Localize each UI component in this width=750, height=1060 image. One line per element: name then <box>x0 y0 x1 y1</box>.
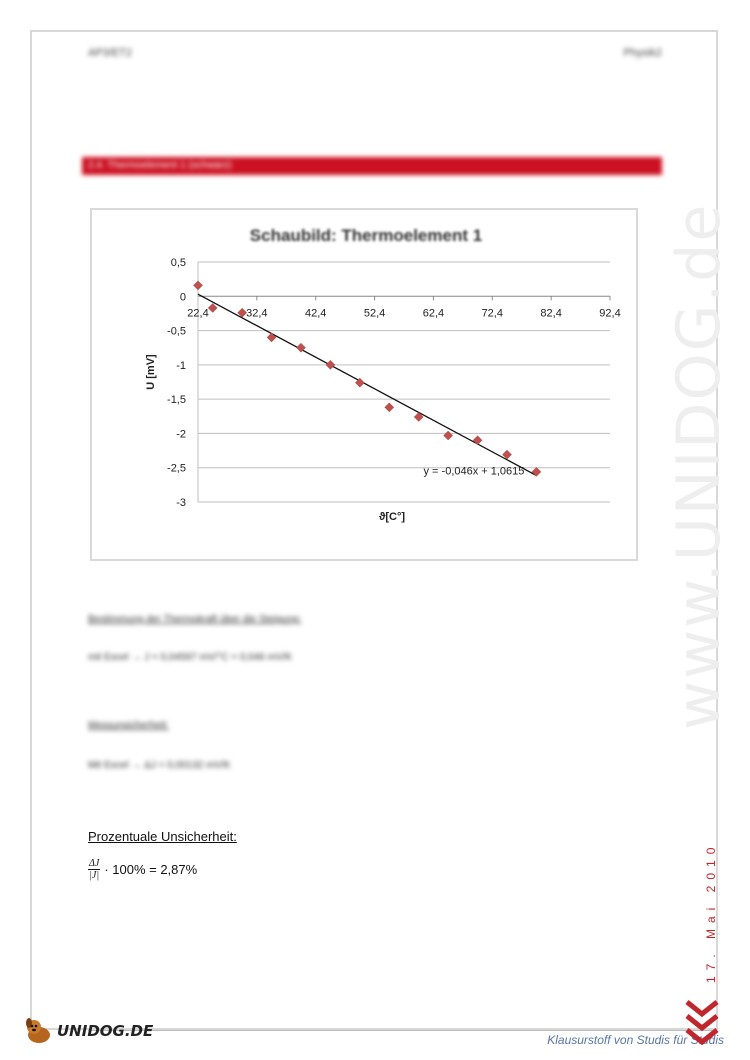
data-point <box>208 303 217 312</box>
footer-logo[interactable] <box>24 1017 153 1045</box>
x-tick-label: 72,4 <box>481 307 503 320</box>
y-tick-label: -2 <box>176 428 186 441</box>
messunsicherheit-heading: Messunsicherheit: <box>88 720 169 731</box>
y-tick-label: -1,5 <box>167 394 186 407</box>
formula-denominator: |J| <box>89 870 100 881</box>
y-tick-label: -3 <box>176 497 186 509</box>
data-point <box>532 467 541 476</box>
prozent-formula <box>88 858 197 881</box>
formula-result: · 100% = 2,87% <box>104 862 198 877</box>
header-course: AP3/ET2 <box>88 47 133 59</box>
footer-tagline: Klausurstoff von Studis für Studis <box>547 1033 724 1047</box>
data-point <box>444 431 453 440</box>
x-tick-label: 22,4 <box>187 307 209 320</box>
x-tick-label: 92,4 <box>599 307 621 320</box>
trendline <box>198 294 536 475</box>
chart-svg <box>92 210 640 563</box>
x-tick-label: 82,4 <box>540 307 562 320</box>
thermokraft-heading: Bestimmung der Thermokraft über die Steigung: <box>88 614 302 625</box>
x-axis-title: ϑ[C°] <box>378 511 406 523</box>
date-vertical: 17. Mai 2010 <box>704 841 718 983</box>
x-tick-label: 52,4 <box>363 307 386 320</box>
data-point <box>385 403 394 412</box>
x-tick-label: 32,4 <box>246 307 268 320</box>
data-point <box>326 360 335 369</box>
formula-fraction <box>88 858 100 881</box>
header-subject: Physik2 <box>623 47 662 59</box>
trendline-equation: y = -0,046x + 1,0615 <box>423 465 525 478</box>
prozent-heading: Prozentuale Unsicherheit: <box>88 829 237 844</box>
y-tick-label: 0 <box>179 291 186 304</box>
data-point <box>267 333 276 342</box>
y-tick-label: 0,5 <box>170 257 186 269</box>
watermark-text: www.UNIDOG.de <box>664 202 734 730</box>
formula-numerator: ΔJ <box>89 858 100 869</box>
chart-container <box>90 208 638 561</box>
section-title: 2.4. Thermoelement 1 (schwarz) <box>82 157 662 175</box>
chevron-down-icon <box>684 998 720 1046</box>
footer-divider <box>88 1030 716 1031</box>
logo-text: UNIDOG.DE <box>57 1022 154 1040</box>
y-tick-label: -1 <box>176 359 186 372</box>
y-tick-label: -2,5 <box>167 462 186 475</box>
messunsicherheit-excel: Mit Excel → ΔJ = 0,00132 mV/K <box>88 760 231 771</box>
dog-icon <box>24 1017 54 1045</box>
thermokraft-excel: mit Excel → J = 0,04597 mV/°C = 0,046 mV/K <box>88 652 293 663</box>
chart-title: Schaubild: Thermoelement 1 <box>249 226 483 245</box>
y-tick-label: -0,5 <box>167 325 186 338</box>
data-point <box>194 281 203 290</box>
x-tick-label: 62,4 <box>422 307 445 320</box>
y-axis-title: U [mV] <box>145 354 157 390</box>
data-point <box>473 436 482 445</box>
x-tick-label: 42,4 <box>305 307 327 320</box>
